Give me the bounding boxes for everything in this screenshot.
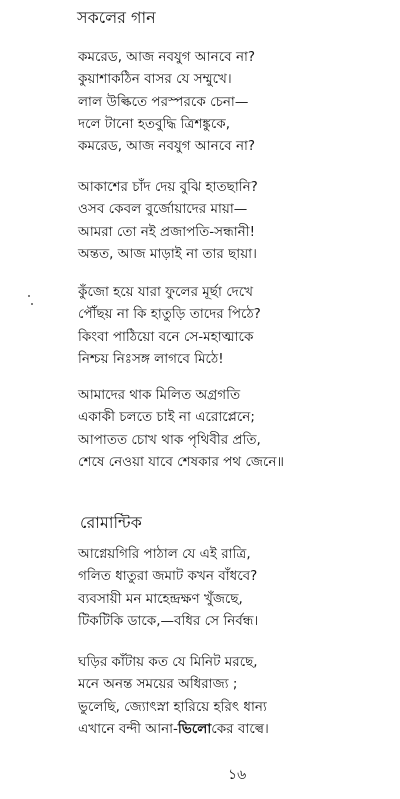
poem-line: মনে অনন্ত সময়ের অধিরাজ্য ;	[78, 676, 238, 693]
poem-title: সকলের গান	[77, 8, 156, 27]
scan-speck	[28, 295, 30, 297]
poem-line: কিংবা পাঠিয়ো বনে সে-মহাত্মাকে	[78, 328, 254, 345]
bold-word: ভিলো	[177, 720, 212, 737]
poem-line: কমরেড, আজ নবযুগ আনবে না?	[78, 49, 256, 65]
poem-line: একাকী চলতে চাই না এরোপ্লেনে;	[78, 409, 255, 426]
poem-line: আগ্নেয়গিরি পাঠাল যে এই রাত্রি,	[78, 546, 251, 562]
poem-line: অন্তত, আজ মাড়াই না তার ছায়া।	[78, 245, 257, 262]
poem-line: ঘড়ির কাঁটায় কত যে মিনিট মরছে,	[78, 654, 258, 670]
poem-line: নিশ্চয় নিঃসঙ্গ লাগবে মিঠে!	[78, 350, 224, 367]
poem-line: শেষে নেওয়া যাবে শেষকার পথ জেনে॥	[78, 453, 285, 470]
poem-line: আপাতত চোখ থাক পৃথিবীর প্রতি,	[78, 431, 261, 448]
poem-line: কমরেড, আজ নবযুগ আনবে না?	[78, 138, 256, 155]
stanza	[78, 543, 258, 632]
page-number: ১৬	[228, 767, 247, 783]
line-text: কের বাল্বে।	[211, 720, 269, 737]
stanza	[78, 384, 284, 473]
stanza	[78, 651, 269, 740]
poem-line: টিকটিকি ডাকে,—বধির সে নির্বন্ধ।	[78, 612, 259, 629]
stanza	[78, 46, 255, 157]
poem-line: আমাদের থাক মিলিত অগ্রগতি	[78, 387, 241, 403]
poem-line: গলিত ধাতুরা জমাট কখন বাঁধবে?	[78, 568, 258, 585]
poem-line: লাল উল্কিতে পরস্পরকে চেনা—	[78, 93, 249, 110]
poem-line	[78, 718, 269, 740]
stanza	[78, 176, 258, 265]
stanza	[78, 281, 261, 370]
poem-line: ব্যবসায়ী মন মাহেন্দ্রক্ষণ খুঁজছে,	[78, 590, 243, 607]
poem-title: রোমান্টিক	[80, 513, 142, 532]
poem-line: দলে টানো হতবুদ্ধি ত্রিশঙ্কুকে,	[78, 115, 230, 132]
poem-line: ভুলেছি, জ্যোৎস্না হারিয়ে হরিৎ ধান্য	[78, 698, 267, 715]
poem-line: কুঁজো হয়ে যারা ফুলের মূর্ছা দেখে	[78, 284, 254, 300]
poem-line: আকাশের চাঁদ দেয় বুঝি হাতছানি?	[78, 179, 258, 195]
poem-line: আমরা তো নই প্রজাপতি-সন্ধানী!	[78, 223, 256, 240]
poem-line: কুয়াশাকঠিন বাসর যে সম্মুখে।	[78, 71, 232, 88]
poem-line: পৌঁছয় না কি হাতুড়ি তাদের পিঠে?	[78, 306, 261, 323]
line-text: এখানে বন্দী আনা-	[78, 720, 178, 737]
scan-speck	[31, 303, 33, 305]
poem-line: ওসব কেবল বুর্জোয়াদের মায়া—	[78, 201, 248, 218]
